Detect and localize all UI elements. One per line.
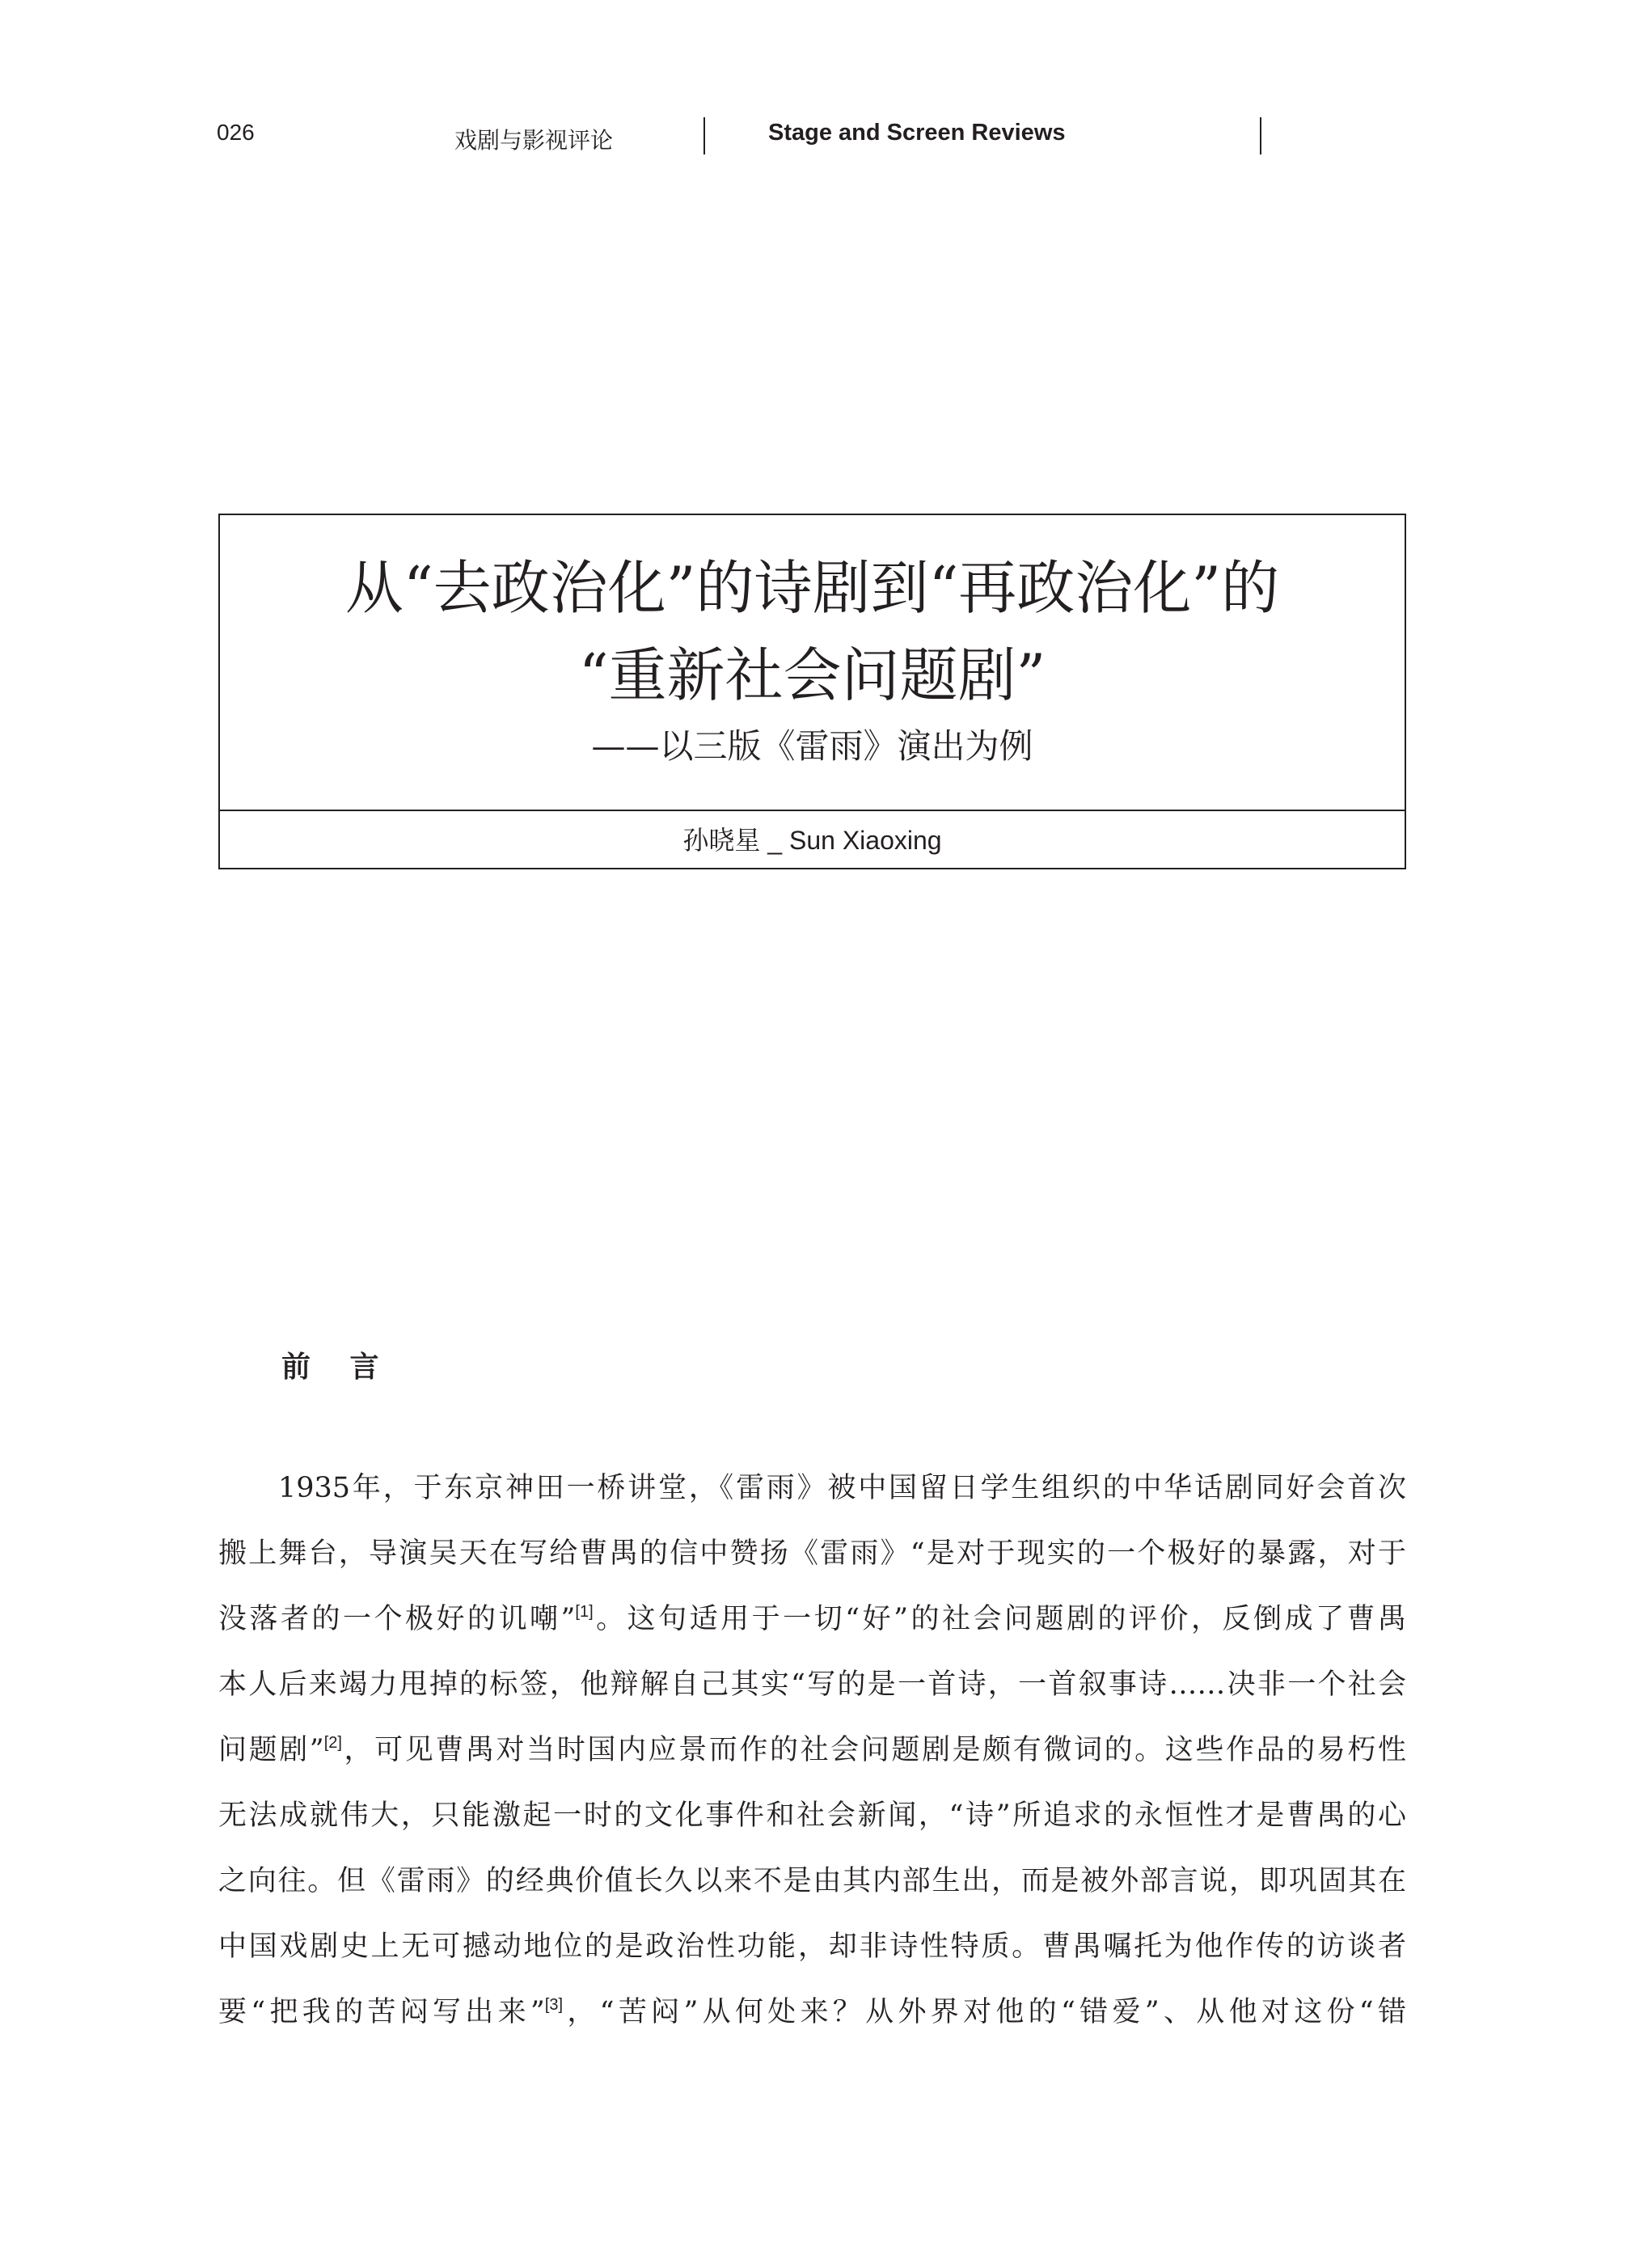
journal-title-chinese: 戏剧与影视评论 <box>454 127 614 154</box>
article-subtitle: ——以三版《雷雨》演出为例 <box>591 726 1033 766</box>
article-title-line-1: 从“去政治化”的诗剧到“再政治化”的 <box>344 554 1280 622</box>
body-line: 问题剧”[2]，可见曹禺对当时国内应景而作的社会问题剧是颇有微词的。这些作品的易朽性 <box>218 1734 1406 1766</box>
body-text <box>218 1456 1406 2045</box>
journal-title-english: Stage and Screen Reviews <box>768 120 1066 146</box>
body-line: 搬上舞台，导演吴天在写给曹禺的信中赞扬《雷雨》“是对于现实的一个极好的暴露，对于 <box>218 1537 1406 1570</box>
footnote-ref[interactable]: [2] <box>323 1734 342 1752</box>
section-heading: 前 言 <box>281 1350 394 1384</box>
footnote-ref[interactable]: [3] <box>544 1996 564 2014</box>
title-box <box>218 514 1406 869</box>
body-line: 1935年，于东京神田一桥讲堂，《雷雨》被中国留日学生组织的中华话剧同好会首次 <box>278 1472 1406 1504</box>
body-line: 要“把我的苦闷写出来”[3]，“苦闷”从何处来？从外界对他的“错爱”、从他对这份“错 <box>218 1996 1406 2028</box>
body-line: 本人后来竭力甩掉的标签，他辩解自己其实“写的是一首诗，一首叙事诗……决非一个社会 <box>218 1668 1406 1701</box>
body-line: 之向往。但《雷雨》的经典价值长久以来不是由其内部生出，而是被外部言说，即巩固其在 <box>218 1865 1406 1897</box>
author-byline: 孙晓星 _ Sun Xiaoxing <box>682 826 942 855</box>
header-divider <box>703 117 705 154</box>
body-line: 没落者的一个极好的讥嘲”[1]。这句适用于一切“好”的社会问题剧的评价，反倒成了曹禺 <box>218 1603 1406 1635</box>
body-line: 中国戏剧史上无可撼动地位的是政治性功能，却非诗性特质。曹禺嘱托为他作传的访谈者 <box>218 1930 1406 1963</box>
article-title-line-2: “重新社会问题剧” <box>578 641 1046 709</box>
title-area <box>220 515 1405 811</box>
header-divider-end <box>1260 117 1261 154</box>
body-line: 无法成就伟大，只能激起一时的文化事件和社会新闻，“诗”所追求的永恒性才是曹禺的心 <box>218 1799 1406 1832</box>
footnote-ref[interactable]: [1] <box>575 1603 594 1621</box>
page-number: 026 <box>217 120 255 145</box>
